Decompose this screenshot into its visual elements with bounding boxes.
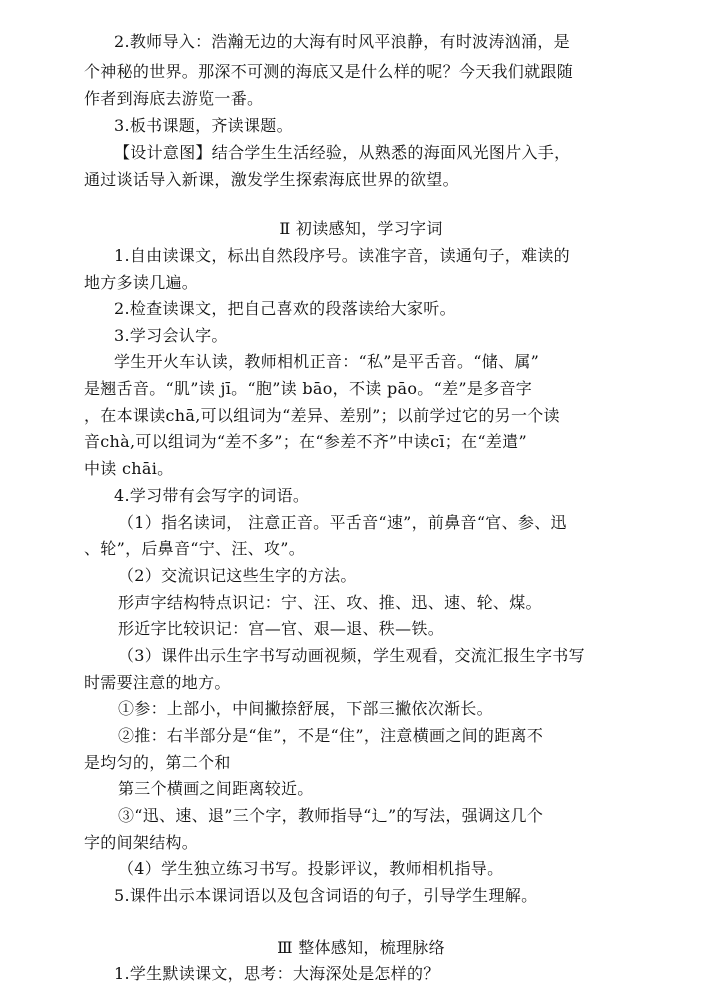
paragraph-line: ③“迅、速、退”三个字，教师指导“辶”的写法，强调这几个	[118, 806, 544, 825]
paragraph-line: 字的间架结构。	[84, 833, 199, 852]
paragraph-line: ①参：上部小，中间撇捺舒展，下部三撇依次渐长。	[118, 699, 493, 718]
paragraph-line: （3）课件出示生字书写动画视频，学生观看，交流汇报生字书写	[118, 646, 585, 665]
section-heading: Ⅱ 初读感知，学习字词	[279, 219, 443, 238]
paragraph-line: 时需要注意的地方。	[84, 673, 231, 692]
paragraph-line: 个神秘的世界。那深不可测的海底又是什么样的呢？今天我们就跟随	[84, 62, 574, 81]
paragraph-line: （2）交流识记这些生字的方法。	[118, 566, 357, 585]
paragraph-line: 是均匀的，第二个和	[84, 753, 231, 772]
paragraph-line: 1.自由读课文，标出自然段序号。读准字音，读通句子，难读的	[114, 246, 570, 265]
paragraph-line: 作者到海底去游览一番。	[84, 89, 264, 108]
paragraph-line: 形近字比较识记：宫—官、艰—退、秩—铁。	[118, 619, 445, 638]
paragraph-line: 4.学习带有会写字的词语。	[114, 486, 310, 505]
paragraph-line: 2.检查读课文，把自己喜欢的段落读给大家听。	[114, 299, 456, 318]
paragraph-line: 第三个横画之间距离较近。	[118, 779, 314, 798]
paragraph-line: 通过谈话导入新课，激发学生探索海底世界的欲望。	[84, 170, 459, 189]
paragraph-line: 、轮”，后鼻音“宁、汪、攻”。	[84, 539, 306, 558]
paragraph-line: 形声字结构特点识记：宁、汪、攻、推、迅、速、轮、煤。	[118, 593, 542, 612]
paragraph-line: ，在本课读chā,可以组词为“差异、差别”；以前学过它的另一个读	[84, 406, 560, 425]
section-heading: Ⅲ 整体感知，梳理脉络	[277, 938, 445, 957]
paragraph-line: 中读 chāi。	[84, 459, 174, 478]
paragraph-line: 5.课件出示本课词语以及包含词语的句子，引导学生理解。	[114, 886, 538, 905]
paragraph-line: 1.学生默读课文，思考：大海深处是怎样的？	[114, 964, 440, 983]
paragraph-line: ②推：右半部分是“隹”，不是“住”，注意横画之间的距离不	[118, 726, 544, 745]
paragraph-line: 2.教师导入：浩瀚无边的大海有时风平浪静，有时波涛汹涌，是	[114, 32, 570, 51]
paragraph-line: 3.学习会认字。	[114, 326, 228, 345]
paragraph-line: 音chà,可以组词为“差不多”；在“参差不齐”中读cī；在“差遣”	[84, 432, 527, 451]
paragraph-line: （1）指名读词， 注意正音。平舌音“速”，前鼻音“官、参、迅	[118, 513, 567, 532]
paragraph-line: 【设计意图】结合学生生活经验，从熟悉的海面风光图片入手，	[114, 143, 571, 162]
paragraph-line: 是翘舌音。“肌”读 jī。“胞”读 bāo，不读 pāo。“差”是多音字	[84, 379, 533, 398]
paragraph-line: （4）学生独立练习书写。投影评议，教师相机指导。	[118, 859, 504, 878]
paragraph-line: 3.板书课题，齐读课题。	[114, 116, 293, 135]
paragraph-line: 地方多读几遍。	[84, 273, 199, 292]
paragraph-line: 学生开火车认读，教师相机正音：“私”是平舌音。“储、属”	[114, 352, 540, 371]
